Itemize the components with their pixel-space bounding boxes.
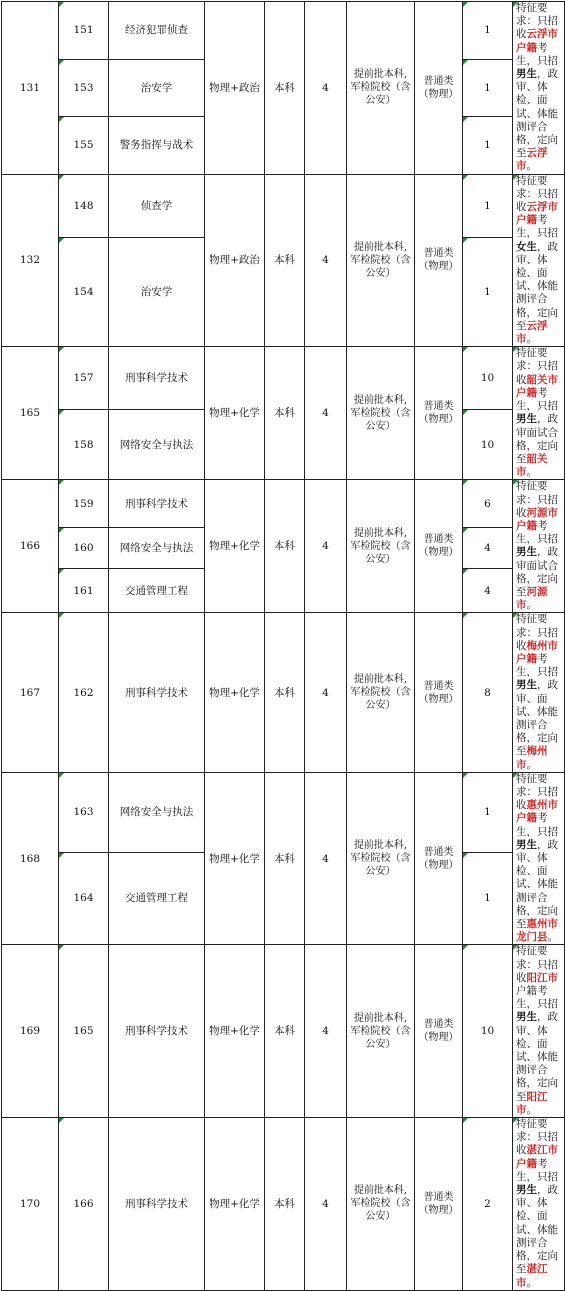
major-code-cell: 161 (59, 569, 109, 613)
note-text: 户籍考生，只招 (516, 985, 558, 1011)
batch-cell: 提前批本科,军检院校（含公安） (347, 1118, 415, 1291)
note-text: 特征要求：只招收 (516, 1118, 558, 1157)
note-text: 。 (526, 599, 537, 612)
study-years-cell: 4 (305, 613, 347, 772)
note-highlight: 韶关市户籍 (516, 373, 558, 399)
table-row (2, 945, 565, 1118)
note-text: 男生 (516, 546, 537, 559)
category-cell: 普通类（物理） (415, 945, 463, 1118)
note-cell (513, 480, 565, 613)
subject-requirement-cell: 物理+化学 (205, 945, 265, 1118)
note-text: 特征要求：只招收 (516, 174, 558, 214)
note-text: ，政审、体检、面试、体能测评合格，定向至 (516, 1184, 558, 1276)
plan-count-cell: 1 (463, 772, 513, 852)
major-code-cell: 157 (59, 347, 109, 410)
subject-requirement-cell: 物理+化学 (205, 1118, 265, 1291)
batch-cell: 提前批本科,军检院校（含公安） (347, 945, 415, 1118)
category-cell: 普通类（物理） (415, 613, 463, 772)
note-text: 特征要求：只招收 (516, 2, 558, 41)
note-cell (513, 613, 565, 772)
plan-count-cell: 10 (463, 410, 513, 480)
education-level-cell: 本科 (265, 2, 305, 175)
major-name-cell: 交通管理工程 (109, 852, 205, 945)
note-text: 考生，只招 (516, 214, 558, 240)
note-text: 考生，只招 (516, 386, 558, 413)
education-level-cell: 本科 (265, 945, 305, 1118)
category-cell: 普通类（物理） (415, 2, 463, 175)
admissions-plan-table (1, 1, 565, 1291)
study-years-cell: 4 (305, 945, 347, 1118)
study-years-cell: 4 (305, 480, 347, 613)
note-text: ，政审面试合格，定向至 (516, 413, 558, 465)
note-cell (513, 347, 565, 480)
note-text: 。 (526, 1103, 537, 1116)
note-text: 。 (526, 466, 537, 479)
table-row (2, 2, 565, 60)
study-years-cell: 4 (305, 174, 347, 347)
group-number-cell: 165 (2, 347, 59, 480)
note-highlight: 湛江市户籍 (516, 1144, 558, 1170)
subject-requirement-cell: 物理+政治 (205, 174, 265, 347)
note-cell (513, 1118, 565, 1291)
major-name-cell: 经济犯罪侦查 (109, 2, 205, 60)
major-code-cell: 165 (59, 945, 109, 1118)
note-text: ，政审面试合格，定向至 (516, 546, 558, 598)
study-years-cell: 4 (305, 1118, 347, 1291)
note-highlight: 阳江市 (516, 1090, 548, 1116)
major-name-cell: 刑事科学技术 (109, 613, 205, 772)
major-name-cell: 网络安全与执法 (109, 772, 205, 852)
note-text: 考生，只招 (516, 652, 558, 679)
note-text: 考生，只招 (516, 1157, 558, 1183)
note-text: 男生 (516, 1011, 537, 1024)
major-name-cell: 治安学 (109, 59, 205, 117)
study-years-cell: 4 (305, 772, 347, 945)
subject-requirement-cell: 物理+化学 (205, 347, 265, 480)
note-text: 特征要求：只招收 (516, 772, 558, 812)
note-text: 。 (526, 160, 537, 173)
major-code-cell: 153 (59, 59, 109, 117)
note-cell (513, 174, 565, 347)
category-cell: 普通类（物理） (415, 1118, 463, 1291)
plan-count-cell: 1 (463, 174, 513, 237)
plan-count-cell: 6 (463, 480, 513, 528)
note-text: ，政审、体检、面试、体能测评合格，定向至 (516, 240, 558, 332)
group-number-cell: 131 (2, 2, 59, 175)
note-text: 男生 (516, 413, 537, 426)
note-highlight: 惠州市龙门县 (516, 918, 558, 944)
major-name-cell: 刑事科学技术 (109, 945, 205, 1118)
major-code-cell: 151 (59, 2, 109, 60)
group-number-cell: 169 (2, 945, 59, 1118)
subject-requirement-cell: 物理+政治 (205, 2, 265, 175)
major-code-cell: 158 (59, 410, 109, 480)
major-code-cell: 163 (59, 772, 109, 852)
note-text: 。 (547, 931, 558, 944)
note-text: 。 (526, 758, 537, 771)
note-highlight: 云浮市户籍 (516, 201, 558, 227)
note-highlight: 云浮市 (516, 319, 548, 346)
major-name-cell: 刑事科学技术 (109, 480, 205, 528)
note-text: 特征要求：只招收 (516, 945, 558, 984)
subject-requirement-cell: 物理+化学 (205, 772, 265, 945)
note-text: 考生，只招 (516, 812, 558, 838)
education-level-cell: 本科 (265, 1118, 305, 1291)
note-text: 男生 (516, 68, 537, 81)
major-code-cell: 148 (59, 174, 109, 237)
category-cell: 普通类（物理） (415, 772, 463, 945)
note-cell (513, 772, 565, 945)
category-cell: 普通类（物理） (415, 480, 463, 613)
major-code-cell: 154 (59, 237, 109, 347)
study-years-cell: 4 (305, 2, 347, 175)
major-name-cell: 警务指挥与战术 (109, 117, 205, 175)
subject-requirement-cell: 物理+化学 (205, 480, 265, 613)
plan-count-cell: 1 (463, 237, 513, 347)
category-cell: 普通类（物理） (415, 347, 463, 480)
education-level-cell: 本科 (265, 174, 305, 347)
plan-count-cell: 1 (463, 117, 513, 175)
education-level-cell: 本科 (265, 347, 305, 480)
batch-cell: 提前批本科,军检院校（含公安） (347, 772, 415, 945)
note-text: ，政审、体检、面试、体能测评合格，定向至 (516, 1011, 558, 1103)
table-row (2, 613, 565, 772)
batch-cell: 提前批本科,军检院校（含公安） (347, 480, 415, 613)
note-text: 男生 (516, 838, 537, 851)
batch-cell: 提前批本科,军检院校（含公安） (347, 174, 415, 347)
batch-cell: 提前批本科,军检院校（含公安） (347, 613, 415, 772)
major-code-cell: 159 (59, 480, 109, 528)
major-code-cell: 166 (59, 1118, 109, 1291)
note-cell (513, 2, 565, 175)
note-text: 。 (526, 1276, 537, 1289)
note-text: 特征要求：只招收 (516, 480, 558, 519)
table-row (2, 174, 565, 237)
group-number-cell: 170 (2, 1118, 59, 1291)
note-highlight: 梅州市 (516, 745, 548, 771)
major-code-cell: 164 (59, 852, 109, 945)
note-highlight: 韶关市 (516, 452, 548, 479)
note-text: 考生，只招 (516, 519, 558, 546)
table-row (2, 772, 565, 852)
subject-requirement-cell: 物理+化学 (205, 613, 265, 772)
plan-count-cell: 4 (463, 528, 513, 569)
group-number-cell: 167 (2, 613, 59, 772)
note-highlight: 河源市 (516, 585, 548, 612)
note-highlight: 河源市户籍 (516, 506, 558, 532)
group-number-cell: 168 (2, 772, 59, 945)
note-text: 男生 (516, 1184, 537, 1197)
note-highlight: 阳江市 (526, 971, 558, 984)
batch-cell: 提前批本科,军检院校（含公安） (347, 2, 415, 175)
major-name-cell: 网络安全与执法 (109, 410, 205, 480)
note-highlight: 云浮市户籍 (516, 28, 558, 54)
plan-count-cell: 1 (463, 59, 513, 117)
group-number-cell: 132 (2, 174, 59, 347)
table-body (2, 2, 565, 1291)
group-number-cell: 166 (2, 480, 59, 613)
major-name-cell: 交通管理工程 (109, 569, 205, 613)
note-highlight: 云浮市 (516, 147, 548, 173)
table-row (2, 480, 565, 528)
major-name-cell: 刑事科学技术 (109, 347, 205, 410)
note-text: 女生 (516, 240, 537, 253)
plan-count-cell: 8 (463, 613, 513, 772)
table-row (2, 347, 565, 410)
education-level-cell: 本科 (265, 613, 305, 772)
plan-count-cell: 10 (463, 347, 513, 410)
study-years-cell: 4 (305, 347, 347, 480)
note-highlight: 梅州市户籍 (516, 639, 558, 665)
note-cell (513, 945, 565, 1118)
note-text: 特征要求：只招收 (516, 613, 558, 652)
note-text: 。 (526, 333, 537, 346)
major-code-cell: 155 (59, 117, 109, 175)
note-text: 考生，只招 (516, 41, 558, 67)
plan-count-cell: 1 (463, 2, 513, 60)
major-code-cell: 160 (59, 528, 109, 569)
plan-count-cell: 10 (463, 945, 513, 1118)
note-text: ，政审、面试、体能测评合格，定向至 (516, 679, 558, 758)
plan-count-cell: 1 (463, 852, 513, 945)
note-text: 特征要求：只招收 (516, 347, 558, 386)
batch-cell: 提前批本科,军检院校（含公安） (347, 347, 415, 480)
major-code-cell: 162 (59, 613, 109, 772)
plan-count-cell: 4 (463, 569, 513, 613)
education-level-cell: 本科 (265, 480, 305, 613)
major-name-cell: 网络安全与执法 (109, 528, 205, 569)
major-name-cell: 刑事科学技术 (109, 1118, 205, 1291)
note-text: 男生 (516, 679, 537, 692)
note-highlight: 惠州市户籍 (516, 799, 558, 825)
table-row (2, 1118, 565, 1291)
major-name-cell: 治安学 (109, 237, 205, 347)
category-cell: 普通类（物理） (415, 174, 463, 347)
education-level-cell: 本科 (265, 772, 305, 945)
plan-count-cell: 2 (463, 1118, 513, 1291)
major-name-cell: 侦查学 (109, 174, 205, 237)
note-text: ，政审、体检、面试、体能测评合格，定向至 (516, 838, 558, 931)
note-text: ，政审、体检、面试、体能测评合格，定向至 (516, 68, 558, 160)
note-highlight: 湛江市 (516, 1263, 548, 1289)
